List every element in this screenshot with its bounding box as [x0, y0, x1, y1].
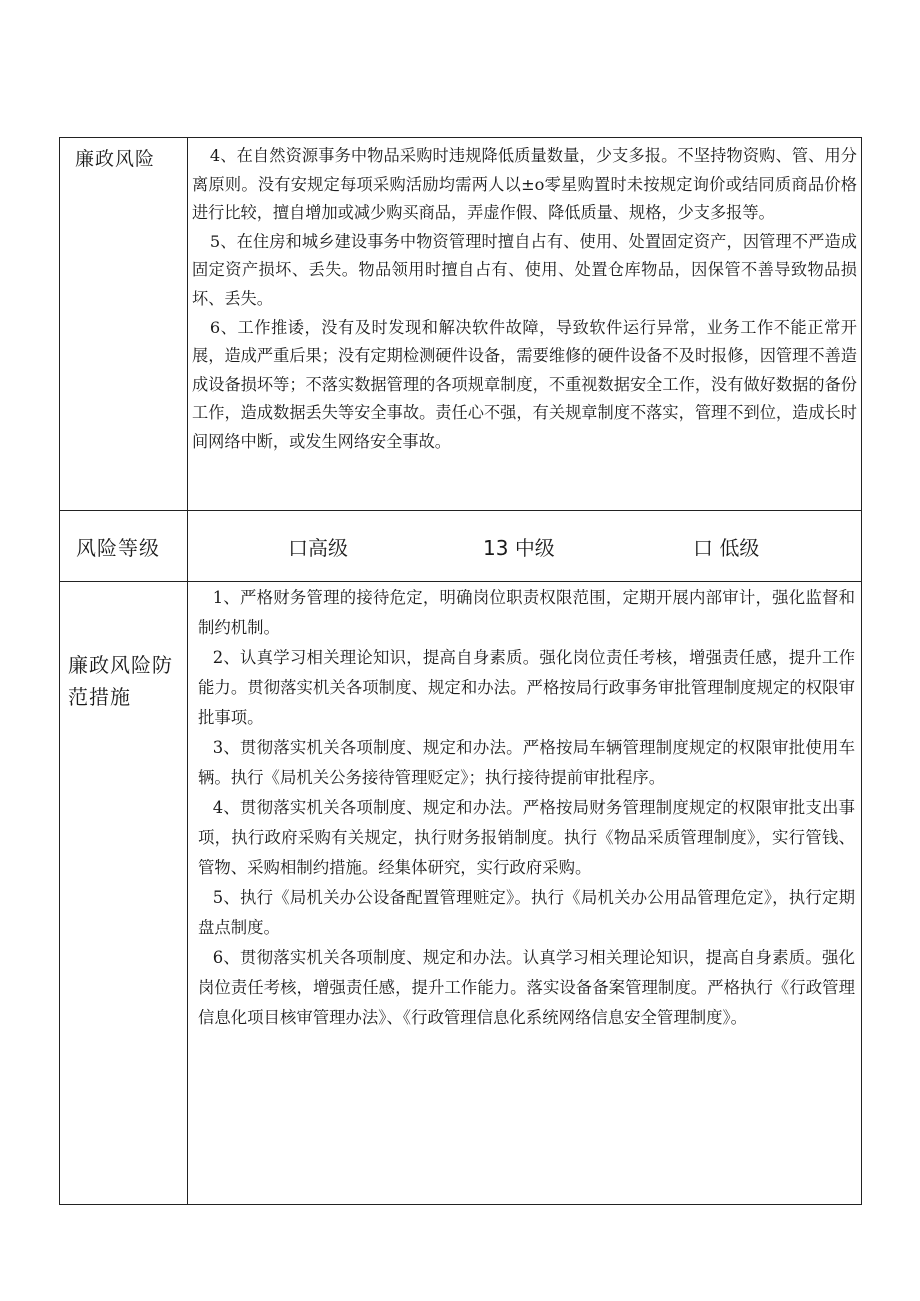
risk-paragraph: 6、工作推诿，没有及时发现和解决软件故障，导致软件运行异常，业务工作不能正常开展，造成严重后果；没有定期检测硬件设备，需要维修的硬件设备不及时报修，因管理不善造成设备损坏等；不落实数据管理的各项规章制度，不重视数据安全工作，没有做好数据的备份工作，造成数据丢失等安全事故。责任心不强，有关规章制度不落实，管理不到位，造成长时间网络中断，或发生网络安全事故。 [192, 317, 857, 451]
level-option-label: 中级 [514, 536, 555, 560]
checkbox-mark: 13 [483, 536, 509, 560]
risk-level-options [188, 511, 862, 582]
risk-level-label: 风险等级 [60, 511, 188, 582]
checkbox-mark: 口 [288, 536, 308, 560]
level-option-label: 低级 [719, 536, 760, 560]
measures-label: 廉政风险防范措施 [60, 582, 188, 1205]
level-option-high[interactable] [288, 532, 348, 561]
level-option-low[interactable] [693, 532, 759, 561]
risk-level-row [60, 511, 862, 582]
measure-paragraph: 6、贯彻落实机关各项制度、规定和办法。认真学习相关理论知识，提高自身素质。强化岗位责任考核，增强责任感，提升工作能力。落实设备备案管理制度。严格执行《行政管理信息化项目核审管理办法》、《行政管理信息化系统网络信息安全管理制度》。 [198, 948, 855, 1027]
risk-label: 廉政风险 [60, 138, 188, 511]
measure-paragraph: 3、贯彻落实机关各项制度、规定和办法。严格按局车辆管理制度规定的权限审批使用车辆。执行《局机关公务接待管理贬定》；执行接待提前审批程序。 [198, 738, 855, 787]
risk-paragraph: 4、在自然资源事务中物品采购时违规降低质量数量，少支多报。不坚持物资购、管、用分离原则。没有安规定每项采购活励均需两人以±o零星购置时未按规定询价或结同质商品价格进行比较，擅自增加或减少购买商品，弄虚作假、降低质量、规格，少支多报等。 [192, 146, 857, 223]
level-option-medium[interactable] [483, 532, 555, 561]
risk-paragraph: 5、在住房和城乡建设事务中物资管理时擅自占有、使用、处置固定资产，因管理不严造成固定资产损坏、丢失。物品领用时擅自占有、使用、处置仓库物品，因保管不善导致物品损坏、丢失。 [192, 231, 857, 308]
measure-paragraph: 1、严格财务管理的接待危定，明确岗位职责权限范围，定期开展内部审计，强化监督和制约机制。 [198, 588, 855, 637]
measure-paragraph: 5、执行《局机关办公设备配置管理赃定》。执行《局机关办公用品管理危定》，执行定期盘点制度。 [198, 888, 855, 937]
measure-paragraph: 2、认真学习相关理论知识，提高自身素质。强化岗位责任考核，增强责任感，提升工作能力。贯彻落实机关各项制度、规定和办法。严格按局行政事务审批管理制度规定的权限审批事项。 [198, 648, 855, 727]
measures-content [188, 582, 862, 1205]
level-option-label: 高级 [308, 536, 348, 560]
measures-row [60, 582, 862, 1205]
risk-table [59, 137, 862, 1205]
risk-row [60, 138, 862, 511]
measure-paragraph: 4、贯彻落实机关各项制度、规定和办法。严格按局财务管理制度规定的权限审批支出事项，执行政府采购有关规定，执行财务报销制度。执行《物品采质管理制度》，实行管钱、管物、采购相制约措施。经集体研究，实行政府采购。 [198, 798, 855, 877]
checkbox-mark: 口 [693, 536, 713, 560]
risk-content [188, 138, 862, 511]
